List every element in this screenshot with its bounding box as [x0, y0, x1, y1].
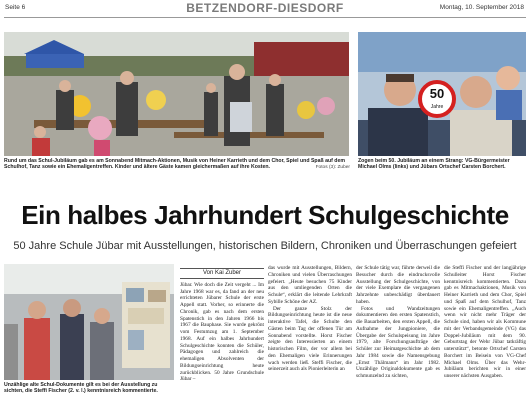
anniversary-sign — [418, 80, 456, 118]
article-column-1 — [180, 268, 264, 405]
photo-caption-festival: Rund um das Schul-Jubiläum gab es am Sonnabend Mitmach-Aktionen, Musik von Heiner Karrieth und dem Chor, Spiel und Spaß auf dem Schulhof, Tanz sowie ein Ehemaligentreffen. Kinder und ältere Gäste kamen gleichermaßen auf ihre Kosten. — [4, 158, 345, 171]
column-2-paragraph-1: das wurde mit Ausstellungen, Bildern, Chroniken und vielen Überraschungen gefeiert. „Heute besuchen 75 Kinder aus den umliegenden Orten die Schule“, erklärt die leitende Lehrkraft Sybille Schöne der AZ. — [268, 265, 352, 305]
photo-caption-exhibition: Unzählige alte Schul-Dokumente gilt es bei der Ausstellung zu sichten, die Steffi Fischer (2. v. l.) kenntnisreich kommentierte. — [4, 382, 158, 395]
page-header — [0, 0, 530, 16]
school-festival-photo — [4, 32, 349, 156]
column-2-paragraph-2: Der ganze Stolz der Bildungseinrichtung heute ist die neue interaktive Tafel, die Schulte den Gästen beim Tag der offenen Tür am Sonnabend vorstellte. Horst Fischer zeigte den Interessierten an einem historischen Film, der vor allem bei den Ehemaligen viele Erinnerungen wach werden ließ. Steffi Fischer, die seinerzeit auch als Pionierleiterin an — [268, 305, 352, 373]
officials-photo — [358, 32, 526, 156]
column-3-paragraph-1: der Schule tätig war, führte derweil die Besucher durch die eindrucksvolle Ausstellung der Schulgeschichte, von der viele Exemplare die vergangenen Jahrzehnte unbeschädigt überdauert haben. — [356, 265, 440, 305]
article-column-4 — [444, 265, 526, 405]
header-rule — [4, 17, 526, 18]
section-title: BETZENDORF-DIESDORF — [186, 1, 344, 15]
exhibition-photo — [4, 264, 174, 380]
column-3-paragraph-2: Fotos und Wandzeitungen dokumentieren den ersten Spatenstich, die Bauarbeiten, den ersten Appell, die Aufnahme der Jungpioniere, die Übergabe der Schulspeisung im Jahre 1979, alte Forschungsaufträge der Schüler zur Heimatgeschichte ab dem Jahr 1984 sowie die Namensgebung „Ernst Thälmann“ im Jahr 1982. Unzählige Originaldokumente gab es schmunzelnd zu sichten, — [356, 305, 440, 379]
column-1-paragraph: Jübar. Wie doch die Zeit vergeht ... Im Jahre 1968 war es, da fand an der neu errichteten Jübarer Schule der erste Appell statt. Vorher, so erinnerte die Chronik, gab es nach dem ersten Spatenstich in den Jahren 1966 bis 1967 die Bauphase. Sie wurde gekrönt vom Festumzug am 1. September 1968. Auf ein halbes Jahrhundert Schulgeschichte konnten die Schüler, Pädagogen und zahlreich die ehemaligen Absolventen der Bildungseinrichtung heute zurückblicken. 50 Jahre Grundschule Jübar – — [180, 281, 264, 383]
article-headline: Ein halbes Jahrhundert Schulgeschichte — [21, 200, 509, 230]
photo-caption-officials: Zogen beim 50. Jubiläum an einem Strang: VG-Bürgermeister Michael Olms (links) und Jübars Ortschef Carsten Borchert. — [358, 158, 510, 171]
issue-date: Montag, 10. September 2018 — [439, 4, 524, 11]
page-number: Seite 6 — [5, 4, 26, 11]
byline: Von Kai Zuber — [180, 268, 264, 279]
article-column-2 — [268, 265, 352, 405]
sign-number: 50 — [429, 86, 445, 101]
sign-label: Jahre — [430, 104, 444, 110]
column-4-paragraph: die Steffi Fischer und der langjährige Schulleiter Horst Fischer kenntnisreich kommentierten. Dazu gab es Mitmachaktionen, Musik von Heiner Karrieth und dem Chor, Spiel und Spaß auf dem Schulhof, Tanz sowie ein Ehemaligentreffen. „Auch wenn wir nicht mehr Träger der Schule sind, haben wir als Kommune mit der Verbandsgemeinde (VG) das Doppel-Jubiläum mit dem 90. Geburtstag der Wehr Jübar tatkräftig unterstützt“, betonte Ortschef Carsten Borchert im Beisein von VG-Chef Michael Olms. Über das Wehr-Jubiläum berichten wir in einer unserer nächsten Ausgaben. — [444, 265, 526, 379]
article-subheadline: 50 Jahre Schule Jübar mit Ausstellungen, historischen Bildern, Chroniken und Überraschungen gefeiert — [13, 240, 517, 252]
article-column-3 — [356, 265, 440, 405]
photo-credit: Fotos (3): Zuber — [315, 165, 350, 170]
